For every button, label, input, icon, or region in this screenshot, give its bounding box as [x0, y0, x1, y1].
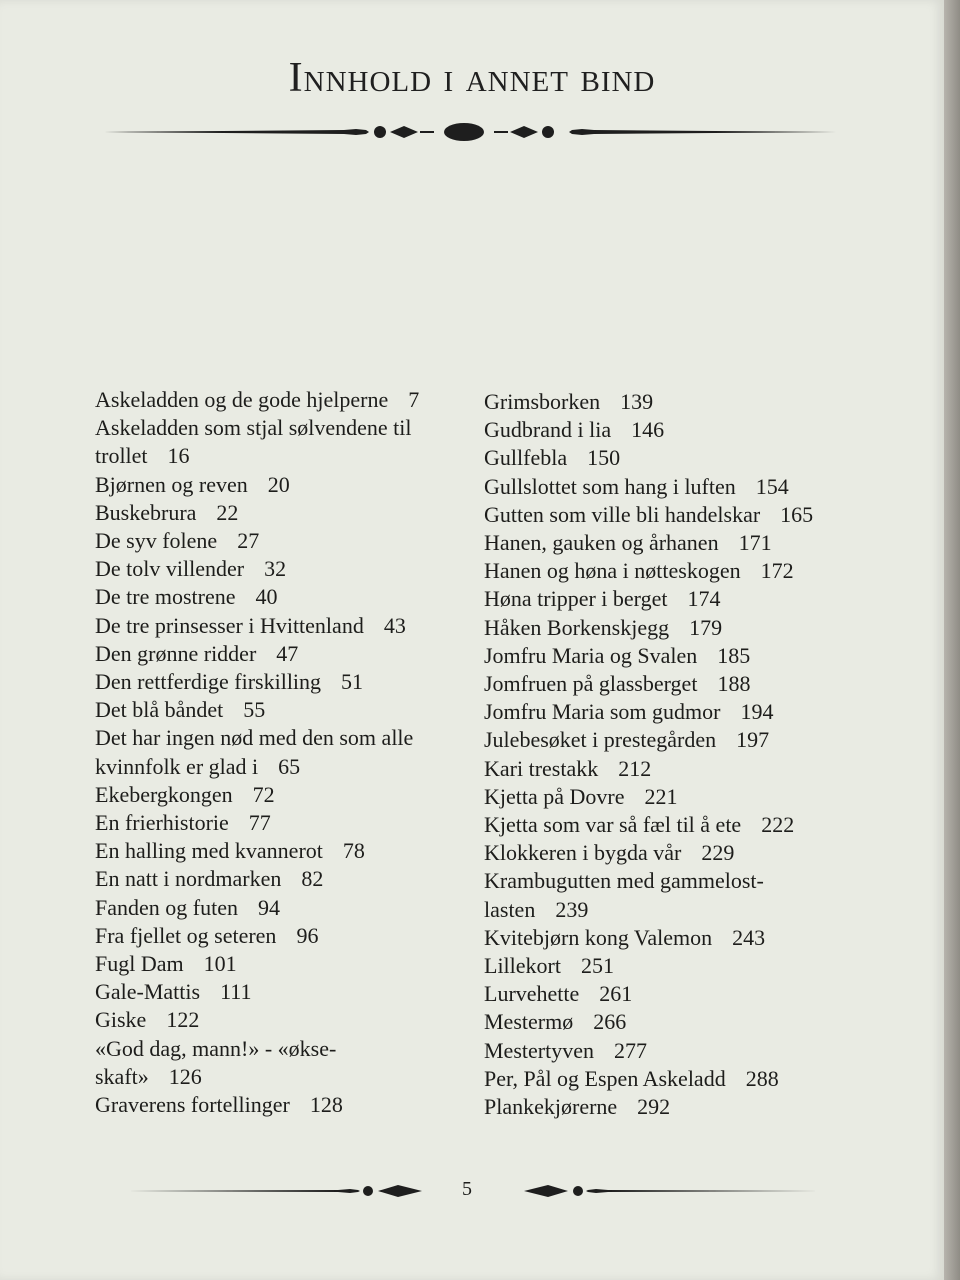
- toc-page-number: 7: [408, 387, 420, 412]
- toc-left-column: [95, 386, 419, 1119]
- toc-page-number: 188: [717, 671, 751, 697]
- toc-entry: Bjørnen og reven 20: [95, 471, 290, 497]
- bottom-right-ornament: [522, 1180, 818, 1202]
- page-title: Innhold i annet bind: [288, 55, 656, 101]
- toc-entry: Per, Pål og Espen Askeladd 288: [484, 1065, 779, 1091]
- toc-page-number: 221: [644, 783, 678, 809]
- toc-entry: Kjetta som var så fæl til å ete 222: [484, 812, 795, 838]
- toc-entry: Jomfruen på glassberget 188: [484, 671, 751, 697]
- toc-entry: Den grønne ridder 47: [95, 640, 299, 666]
- bottom-left-ornament: [128, 1180, 424, 1202]
- toc-entry: Fugl Dam 101: [95, 951, 237, 977]
- toc-page-number: 20: [267, 471, 290, 497]
- toc-page-number: 22: [216, 499, 239, 525]
- toc-entry: Klokkeren i bygda vår 229: [484, 840, 735, 866]
- toc-page-number: 212: [618, 755, 652, 781]
- toc-entry: Gale-Mattis 111: [95, 979, 252, 1005]
- toc-page-number: 40: [255, 584, 278, 610]
- toc-page-number: 43: [383, 612, 406, 638]
- toc-page-number: 72: [252, 781, 275, 807]
- toc-page-number: 288: [745, 1065, 779, 1091]
- toc-entry: Den rettferdige firskilling 51: [95, 669, 364, 695]
- toc-entry: De tre prinsesser i Hvittenland 43: [95, 612, 406, 638]
- toc-page-number: 154: [755, 473, 789, 499]
- toc-entry: Lurvehette 261: [484, 981, 633, 1007]
- toc-page-number: 171: [738, 530, 772, 556]
- toc-page-number: 266: [593, 1009, 627, 1035]
- toc-entry: Julebesøket i prestegården 197: [484, 727, 770, 753]
- toc-entry: Askeladden som stjal sølvendene til trollet 16: [95, 415, 412, 469]
- toc-page-number: 277: [613, 1037, 647, 1063]
- toc-page-number: 65: [278, 753, 301, 779]
- toc-page-number: 126: [168, 1063, 202, 1089]
- toc-page-number: 261: [599, 981, 633, 1007]
- toc-page-number: 165: [780, 501, 814, 527]
- toc-entry: Grimsborken 139: [484, 389, 654, 414]
- toc-page-number: 179: [689, 614, 723, 640]
- toc-page-number: 229: [701, 840, 735, 866]
- toc-page-number: 32: [264, 556, 287, 582]
- toc-page-number: 150: [587, 445, 621, 471]
- toc-entry: Kari trestakk 212: [484, 755, 652, 781]
- toc-entry: De tre mostrene 40: [95, 584, 278, 610]
- toc-entry: Fra fjellet og seteren 96: [95, 922, 319, 948]
- toc-page-number: 139: [620, 389, 654, 414]
- toc-entry: Høna tripper i berget 174: [484, 586, 721, 612]
- toc-page-number: 243: [732, 924, 766, 950]
- toc-page-number: 77: [248, 810, 271, 836]
- toc-page-number: 27: [237, 528, 260, 554]
- top-ornament-divider: [104, 118, 836, 152]
- toc-entry: Gudbrand i lia 146: [484, 417, 665, 443]
- toc-entry: «God dag, mann!» - «økse- skaft» 126: [95, 1035, 337, 1089]
- toc-page-number: 128: [309, 1092, 343, 1118]
- toc-page-number: 197: [736, 727, 770, 753]
- toc-page-number: 239: [555, 896, 589, 922]
- toc-page-number: 194: [740, 699, 774, 725]
- toc-page-number: 185: [717, 642, 751, 668]
- toc-entry: Gutten som ville bli handelskar 165: [484, 501, 814, 527]
- toc-entry: Lillekort 251: [484, 953, 614, 979]
- toc-page-number: 222: [761, 812, 795, 838]
- toc-entry: Jomfru Maria som gudmor 194: [484, 699, 774, 725]
- toc-entry: Fanden og futen 94: [95, 894, 280, 920]
- background-edge: [944, 0, 960, 1280]
- toc-page-number: 96: [296, 922, 319, 948]
- toc-page-number: 174: [687, 586, 721, 612]
- toc-entry: Hanen og høna i nøtteskogen 172: [484, 558, 794, 584]
- toc-right-column: [484, 388, 813, 1121]
- toc-entry: Krambugutten med gammelost- lasten 239: [484, 868, 764, 922]
- toc-entry: En halling med kvannerot 78: [95, 838, 365, 864]
- toc-entry: En natt i nordmarken 82: [95, 866, 324, 892]
- toc-page-number: 47: [276, 640, 299, 666]
- toc-entry: Det har ingen nød med den som alle kvinnfolk er glad i 65: [95, 725, 414, 779]
- toc-page-number: 78: [342, 838, 365, 864]
- toc-entry: Giske 122: [95, 1007, 200, 1033]
- toc-page-number: 16: [167, 443, 190, 469]
- toc-entry: En frierhistorie 77: [95, 810, 271, 836]
- toc-page-number: 146: [631, 417, 665, 443]
- toc-page-number: 292: [637, 1094, 671, 1120]
- toc-entry: Mestermø 266: [484, 1009, 627, 1035]
- toc-entry: Jomfru Maria og Svalen 185: [484, 642, 751, 668]
- toc-entry: Plankekjørerne 292: [484, 1094, 671, 1120]
- toc-entry: Graverens fortellinger 128: [95, 1092, 343, 1118]
- toc-page-number: 51: [341, 669, 364, 695]
- toc-page-number: 172: [760, 558, 794, 584]
- page-number: 5: [462, 1178, 472, 1200]
- toc-page-number: 251: [580, 953, 614, 979]
- toc-entry: De tolv villender 32: [95, 556, 287, 582]
- toc-page-number: 94: [257, 894, 280, 920]
- toc-page-number: 122: [166, 1007, 200, 1033]
- toc-entry: Buskebrura 22: [95, 499, 239, 525]
- toc-entry: Gullslottet som hang i luften 154: [484, 473, 789, 499]
- toc-entry: Kjetta på Dovre 221: [484, 783, 678, 809]
- toc-entry: Kvitebjørn kong Valemon 243: [484, 924, 766, 950]
- toc-entry: Mestertyven 277: [484, 1037, 647, 1063]
- toc-entry: Håken Borkenskjegg 179: [484, 614, 723, 640]
- toc-entry: Det blå båndet 55: [95, 697, 266, 723]
- toc-entry: De syv folene 27: [95, 528, 260, 554]
- toc-entry: Askeladden og de gode hjelperne 7: [95, 387, 420, 412]
- toc-page-number: 82: [301, 866, 324, 892]
- toc-page-number: 55: [243, 697, 266, 723]
- toc-page-number: 101: [203, 951, 237, 977]
- toc-entry: Hanen, gauken og århanen 171: [484, 530, 772, 556]
- toc-entry: Ekebergkongen 72: [95, 781, 275, 807]
- toc-entry: Gullfebla 150: [484, 445, 621, 471]
- toc-page-number: 111: [220, 979, 252, 1005]
